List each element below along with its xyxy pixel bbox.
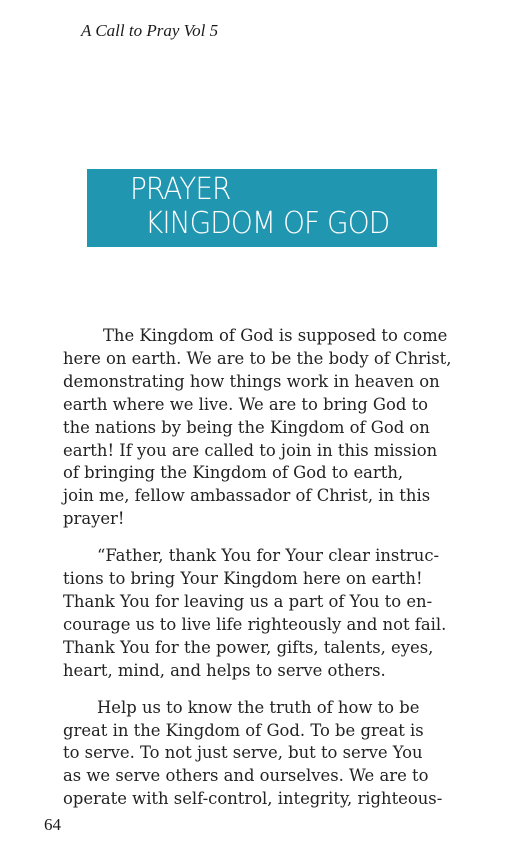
paragraph-1 (63, 325, 463, 531)
paragraph-2 (63, 545, 463, 682)
text-line: courage us to live life righteously and not fail. (63, 614, 447, 634)
text-line: the nations by being the Kingdom of God on (63, 417, 430, 437)
running-title: A Call to Pray Vol 5 (81, 21, 219, 40)
text-line: here on earth. We are to be the body of Christ, (63, 348, 452, 368)
text-line: operate with self-control, integrity, righteous- (63, 789, 443, 809)
text-line: “Father, thank You for Your clear instruc- (97, 546, 440, 566)
text-line: of bringing the Kingdom of God to earth, (63, 463, 404, 483)
text-line: earth where we live. We are to bring God to (63, 394, 429, 414)
text-line: Thank You for leaving us a part of You to en- (63, 591, 433, 611)
text-line: demonstrating how things work in heaven on (63, 371, 440, 391)
section-banner (87, 169, 437, 247)
page-number: 64 (44, 815, 61, 834)
text-line: as we serve others and ourselves. We are to (63, 766, 429, 786)
text-line: prayer! (63, 509, 125, 529)
text-line: heart, mind, and helps to serve others. (63, 660, 386, 680)
text-line: to serve. To not just serve, but to serve You (63, 743, 423, 763)
text-line: tions to bring Your Kingdom here on earth! (63, 569, 423, 589)
banner-title-line-2: KINGDOM OF GOD (145, 206, 390, 241)
text-line: join me, fellow ambassador of Christ, in this (63, 486, 431, 506)
text-line: earth! If you are called to join in this mission (63, 440, 438, 460)
text-line: Help us to know the truth of how to be (97, 697, 420, 717)
text-line: The Kingdom of God is supposed to come (103, 326, 448, 345)
text-line: great in the Kingdom of God. To be great is (63, 720, 424, 740)
body-text (63, 325, 463, 825)
text-line: Thank You for the power, gifts, talents, eyes, (63, 637, 434, 657)
banner-title-line-1: PRAYER (130, 172, 231, 207)
paragraph-3 (63, 697, 463, 812)
